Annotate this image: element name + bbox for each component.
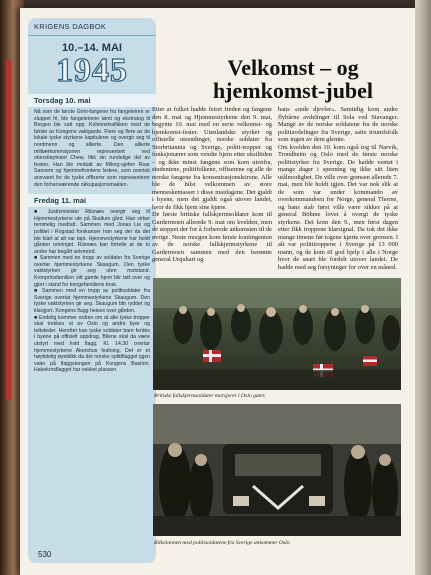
year-title: 1945 <box>56 52 128 89</box>
photo-caption-paratroopers: Britiske fallskjermsoldater marsjerer i Oslo gater. <box>154 393 266 399</box>
section-text-friday: ■ Justisminister Riisnæs overgir seg til Hjemmestyrkene ute på Skallum gård. Han virker temmelig medtatt. Sammen med Jonas Lie og politiet i Rogstad forskanser han seg der da det ble klart at alt var tapt. Hjemmestyrkene har holdt gården omringet. Riisnæs kan fortelle at de to andre har begått selvmord. ■ Sammen med en tropp av soldater fra Sverige overtar hjemmestyrkene Skaugum. Den tyske vaktstyrken gir seg uten motstand. Kronprinsfamilien sitt gamle hjem blir tatt over og gjort i stand for kongefamiliens bruk. ■ Sammen med en tropp av politisoldater fra Sverige overtar hjemmestyrkene Skaugum. Den tyske vaktstyrken gir seg. Skaugum blir ryddet og klargjort. Kongens flagg heises over gården. ■ Endelig kommer ordren om at alle tyske tropper skal trekkes ut av Oslo og andre byer og tettsteder. Heretter kan tyske soldater bare ferdes i byene på offisielt oppdrag. Bilene skal da være utstyrt med hvitt flagg. Kl. 14.30 overtar hjemmestyrkene Akershus festning. Det er et høytidelig øyeblikk da det norske splittflagget igjen vaier på flaggstangen på Kongens Bastion. Hakekorsflagget har vekket plassen. <box>34 209 150 374</box>
photo-police-column <box>153 404 401 536</box>
section-title-friday: Fredag 11. mai <box>28 194 156 207</box>
section-text-thursday: Nå som de første Grini-fangene fra fangeleiren er sluppet fri, ble fangeleirene tømt og ekstratog til Bergen ble satt opp. Kolonnetrafikken med de første av Kongens vaktgarde. Flere og flere av de lokale tyske styrkene kapitulerer og overgir seg til nordmenn og allierte. Den allierte militærkommisjonen representert ved oberstløytnant Chew, fikk sin rundelige del av festen. Han ble mottatt av Milorg-sjefen Roar Sannem og hjemmefrontens ledere, som overtok ansvaret for de tyske offiserer som representerer den forhenværende okkupasjonsmakten. <box>34 109 150 188</box>
headline-line-1: Velkomst – og <box>227 55 359 80</box>
page-number: 530 <box>38 550 52 559</box>
photo-paratroopers-image <box>153 278 401 390</box>
photo-police-column-image <box>153 404 401 536</box>
article-headline <box>168 56 418 102</box>
cover-stripe <box>6 60 11 400</box>
photo-caption-police-column: Bilkolonnen med politisoldatene fra Sverige ankommer Oslo. <box>154 540 291 546</box>
headline-line-2: hjemkomst-jubel <box>212 78 374 103</box>
article-column-2: hans «røde djevler». Samtidig kom andre flybårne avdelinger til Sola ved Stavanger. Mange av de norske soldatene fra de norske politiavdelinger fra Sverige, satte triumfsfolk som ingen av dem glemte. Om kvelden den 10. kom også tog til Narvik, Trondheim og Oslo med de første norske politistyrker fra Sverige. De hadde ventet i mange dager i spenning og ikke sitt liten utålmodighet. De ville over grensen allerede 7. mai, men ble holdt igjen. Det var nok slik at de som var under kommando av overkommandoen for Norge, general Thorne, og hans stab først ville være sikker på at general Böhme lovet å overgi de tyske styrkene. Det kom den 9., men først dagen etter fikk troppene klarsignal. Da tok det ikke mange timene før togene kjørte over grensen. I alt var polititroppene i Sverige på 13 000 mann, og de kom til god hjelp i alle i Norge hvor de snart ble fordelt utover landet. De hadde med seg forsyninger for over en måned. <box>278 106 398 271</box>
book-page <box>20 8 415 575</box>
diary-sidebar <box>28 18 156 563</box>
photo-paratroopers <box>153 278 401 390</box>
section-title-thursday: Torsdag 10. mai <box>28 94 156 107</box>
article-column-1: Etter at folket hadde feiret freden og fangene den 8. mai og Hjemmestyrkene den 9. mai, begynte 10. mai med en serie velkomst- og hjemkomst-fester. Utenlandske styrker og offisielle utsendinger, norske soldater fra Storbritannia og Sverige, politi-tropper og funksjonærer som vendte hjem etter eksiltiden – og ikke minst fangene som kom utenfra, studentene, politifolkene, offiserene og alle de norske fangene fra konsentrasjonsleirene. Alle ble de hilst velkommen av store menneskemasser i disse maidagene. Det gjaldt i byene, men det gjaldt også utover landet, hvor de fikk hjem sine kjære. De første britiske fallskjermsoldater kom til Gardermoen allerede 9. mai om kvelden, men de stoppet der for å forberede ankomsten til de øvrige. Neste morgen kom første kontingenten av de norske fallskjermstyrkene til Gardermoen sammen med den berømte general Urquhart og <box>152 106 272 263</box>
date-range: 10.–14. MAI <box>62 42 122 54</box>
sidebar-header: KRIGENS DAGBOK <box>28 18 156 36</box>
